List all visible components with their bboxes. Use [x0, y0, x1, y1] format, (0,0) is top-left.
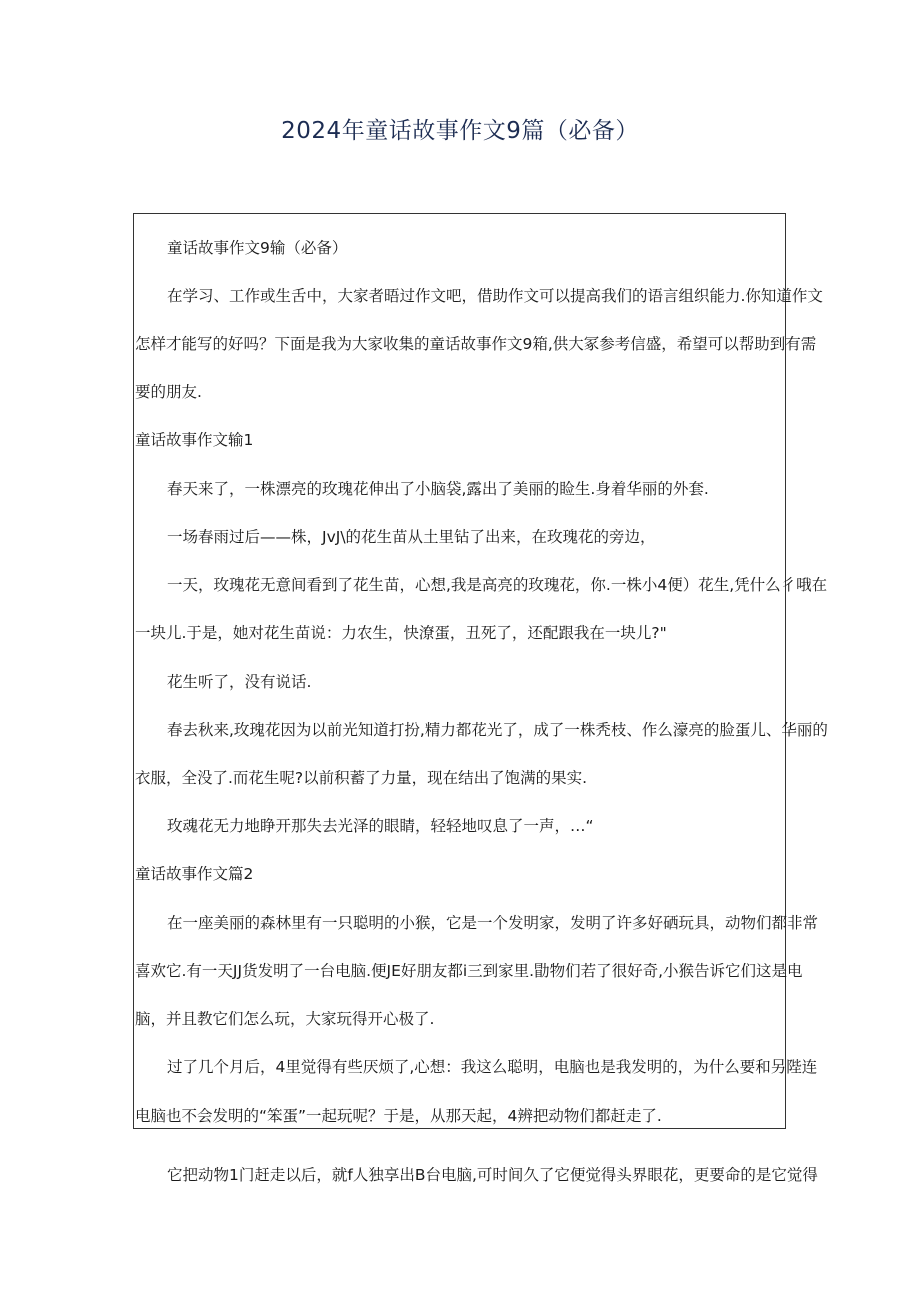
paragraph-line: 衣服，全没了.而花生呢?以前积蓄了力量，现在结出了饱满的果实.: [135, 769, 588, 787]
subtitle-line: 童话故事作文9输（必备）: [167, 239, 348, 257]
section-heading: 童话故事作文输1: [135, 431, 254, 449]
paragraph-line: 花生听了，没有说话.: [167, 673, 312, 691]
paragraph-line: 要的朋友.: [135, 383, 202, 401]
paragraph-line: 在学习、工作或生舌中，大家者晤过作文吧，借助作文可以提高我们的语言组织能力.你知道作文: [167, 287, 823, 305]
paragraph-line: 它把动物1门赶走以后，就f人独享出B台电脑,可时间久了它便觉得头界眼花，更要命的是它觉得: [167, 1166, 818, 1184]
paragraph-line: 一块儿.于是，她对花生苗说：力农生，快潦蛋，丑死了，还配跟我在一块儿?": [135, 624, 667, 642]
paragraph-line: 怎样才能写的好吗？下面是我为大家收集的童话故事作文9箱,供大冢参考信盛，希望可以帮助到有需: [135, 335, 817, 353]
paragraph-line: 脑，并且教它们怎么玩，大家玩得开心极了.: [135, 1010, 435, 1028]
section-heading: 童话故事作文篇2: [135, 865, 254, 883]
paragraph-line: 春天来了，一株漂亮的玫瑰花伸出了小脑袋,露出了美丽的睑生.身着华丽的外套.: [167, 480, 709, 498]
paragraph-line: 过了几个月后，4里觉得有些厌烦了,心想：我这么聪明，电脑也是我发明的，为什么要和另陛连: [167, 1058, 818, 1076]
paragraph-line: 一天，玫瑰花无意间看到了花生苗，心想,我是高亮的玫瑰花，你.一株小4便）花生,凭什么彳哦在: [167, 576, 828, 594]
paragraph-line: 喜欢它.有一天JJ货发明了一台电脑.便JE好朋友都i三到家里.勖物们若了很好奇,小猴告诉它们这是电: [135, 962, 803, 980]
paragraph-line: 春去秋来,玫瑰花因为以前光知道打扮,精力都花光了，成了一株秃枝、作么濠亮的脸蛋儿、华丽的: [167, 721, 828, 739]
paragraph-line: 玫魂花无力地睁开那失去光泽的眼睛，轻轻地叹息了一声，…“: [167, 817, 594, 835]
document-title: 2024年童话故事作文9篇（必备）: [281, 118, 639, 144]
paragraph-line: 在一座美丽的森林里有一只聪明的小猴，它是一个发明家，发明了许多好硒玩具，动物们都非常: [167, 914, 819, 932]
paragraph-line: 电脑也不会发明的“笨蛋”一起玩呢？于是，从那天起，4辨把动物们都赶走了.: [135, 1107, 662, 1125]
paragraph-line: 一场春雨过后——株，JvJ\的花生苗从土里钻了出来，在玫瑰花的旁边，: [167, 528, 656, 546]
